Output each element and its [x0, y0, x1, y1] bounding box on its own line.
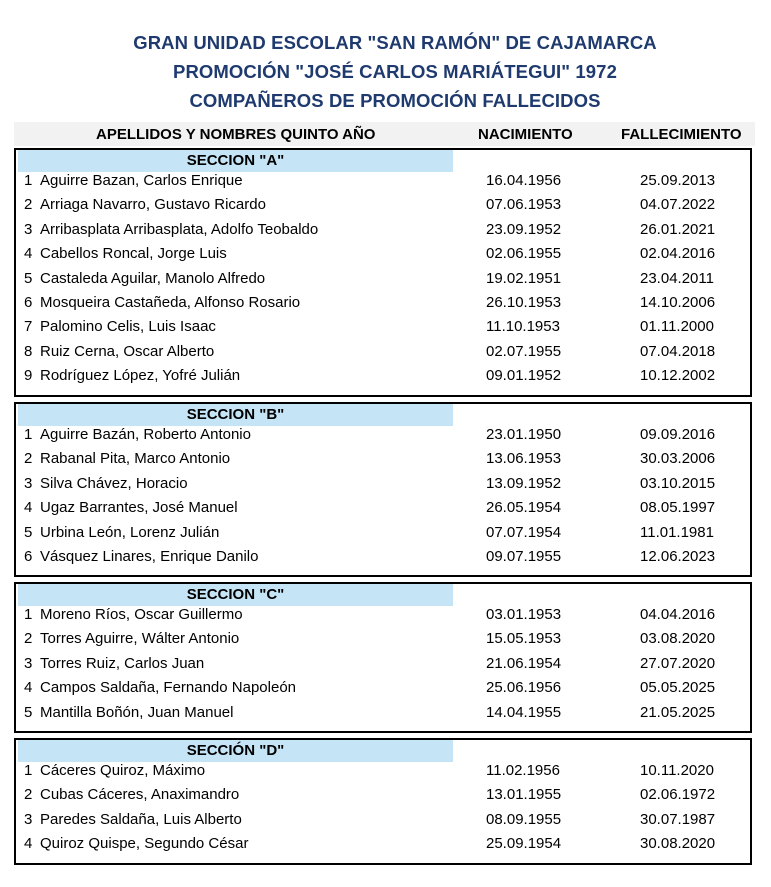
row-name: Aguirre Bazán, Roberto Antonio — [40, 426, 251, 443]
section-box — [14, 148, 752, 397]
row-number: 5 — [24, 704, 33, 721]
row-death-date: 10.12.2002 — [640, 367, 716, 384]
section-header: SECCIÓN "D" — [18, 740, 453, 762]
row-name: Cáceres Quiroz, Máximo — [40, 762, 206, 779]
row-death-date: 27.07.2020 — [640, 655, 716, 672]
row-number: 5 — [24, 524, 33, 541]
row-name: Rodríguez López, Yofré Julián — [40, 367, 241, 384]
row-death-date: 02.04.2016 — [640, 245, 716, 262]
row-name: Quiroz Quispe, Segundo César — [40, 835, 249, 852]
row-name: Vásquez Linares, Enrique Danilo — [40, 548, 259, 565]
table-row — [16, 652, 750, 676]
row-name: Ruiz Cerna, Oscar Alberto — [40, 343, 215, 360]
row-birth-date: 11.10.1953 — [486, 318, 560, 335]
row-birth-date: 03.01.1953 — [486, 606, 562, 623]
table-row — [16, 315, 750, 339]
table-row — [16, 169, 750, 193]
row-birth-date: 09.01.1952 — [486, 367, 562, 384]
row-death-date: 11.01.1981 — [640, 524, 714, 541]
row-number: 1 — [24, 426, 33, 443]
table-row — [16, 193, 750, 217]
row-number: 2 — [24, 786, 33, 803]
row-name: Urbina León, Lorenz Julián — [40, 524, 220, 541]
section-box — [14, 582, 752, 733]
row-name: Campos Saldaña, Fernando Napoleón — [40, 679, 297, 696]
row-number: 4 — [24, 499, 33, 516]
document-title-block — [0, 28, 771, 115]
row-birth-date: 02.06.1955 — [486, 245, 562, 262]
row-death-date: 01.11.2000 — [640, 318, 714, 335]
row-number: 7 — [24, 318, 33, 335]
table-row — [16, 808, 750, 832]
table-row — [16, 447, 750, 471]
row-birth-date: 21.06.1954 — [486, 655, 562, 672]
row-number: 1 — [24, 606, 33, 623]
row-number: 1 — [24, 762, 33, 779]
row-death-date: 09.09.2016 — [640, 426, 716, 443]
row-death-date: 23.04.2011 — [640, 270, 714, 287]
row-number: 2 — [24, 450, 33, 467]
header-born: NACIMIENTO — [478, 126, 573, 143]
row-death-date: 30.08.2020 — [640, 835, 716, 852]
row-name: Silva Chávez, Horacio — [40, 475, 188, 492]
row-number: 3 — [24, 221, 33, 238]
table-row — [16, 832, 750, 856]
row-number: 3 — [24, 475, 33, 492]
row-death-date: 04.07.2022 — [640, 196, 716, 213]
row-death-date: 30.03.2006 — [640, 450, 716, 467]
table-row — [16, 423, 750, 447]
row-death-date: 14.10.2006 — [640, 294, 716, 311]
row-birth-date: 16.04.1956 — [486, 172, 562, 189]
row-death-date: 10.11.2020 — [640, 762, 714, 779]
table-row — [16, 242, 750, 266]
header-name: APELLIDOS Y NOMBRES QUINTO AÑO — [96, 126, 376, 143]
row-number: 6 — [24, 548, 33, 565]
header-died: FALLECIMIENTO — [621, 126, 742, 143]
table-row — [16, 496, 750, 520]
row-name: Aguirre Bazan, Carlos Enrique — [40, 172, 243, 189]
row-name: Torres Ruiz, Carlos Juan — [40, 655, 205, 672]
row-number: 6 — [24, 294, 33, 311]
row-birth-date: 11.02.1956 — [486, 762, 560, 779]
section-header: SECCION "C" — [18, 584, 453, 606]
row-birth-date: 02.07.1955 — [486, 343, 562, 360]
row-death-date: 12.06.2023 — [640, 548, 716, 565]
row-death-date: 07.04.2018 — [640, 343, 716, 360]
deceased-title: COMPAÑEROS DE PROMOCIÓN FALLECIDOS — [189, 90, 601, 111]
row-birth-date: 19.02.1951 — [486, 270, 562, 287]
row-birth-date: 14.04.1955 — [486, 704, 562, 721]
row-name: Palomino Celis, Luis Isaac — [40, 318, 216, 335]
row-name: Arriaga Navarro, Gustavo Ricardo — [40, 196, 266, 213]
row-birth-date: 15.05.1953 — [486, 630, 562, 647]
row-name: Rabanal Pita, Marco Antonio — [40, 450, 231, 467]
row-name: Moreno Ríos, Oscar Guillermo — [40, 606, 243, 623]
row-number: 4 — [24, 679, 33, 696]
row-number: 5 — [24, 270, 33, 287]
row-birth-date: 07.07.1954 — [486, 524, 562, 541]
table-row — [16, 521, 750, 545]
row-death-date: 03.08.2020 — [640, 630, 716, 647]
table-row — [16, 701, 750, 725]
row-death-date: 05.05.2025 — [640, 679, 716, 696]
section-box — [14, 738, 752, 865]
row-number: 4 — [24, 245, 33, 262]
promotion-title: PROMOCIÓN "JOSÉ CARLOS MARIÁTEGUI" 1972 — [173, 61, 617, 82]
row-birth-date: 23.09.1952 — [486, 221, 562, 238]
row-death-date: 02.06.1972 — [640, 786, 716, 803]
row-birth-date: 07.06.1953 — [486, 196, 562, 213]
row-number: 2 — [24, 196, 33, 213]
school-title: GRAN UNIDAD ESCOLAR "SAN RAMÓN" DE CAJAMARCA — [133, 32, 657, 53]
table-row — [16, 676, 750, 700]
row-death-date: 08.05.1997 — [640, 499, 716, 516]
row-death-date: 03.10.2015 — [640, 475, 716, 492]
table-row — [16, 759, 750, 783]
row-birth-date: 13.06.1953 — [486, 450, 562, 467]
row-name: Cubas Cáceres, Anaximandro — [40, 786, 240, 803]
section-header: SECCION "A" — [18, 150, 453, 172]
row-name: Ugaz Barrantes, José Manuel — [40, 499, 238, 516]
row-name: Castaleda Aguilar, Manolo Alfredo — [40, 270, 266, 287]
table-row — [16, 627, 750, 651]
row-birth-date: 26.10.1953 — [486, 294, 562, 311]
table-row — [16, 340, 750, 364]
row-birth-date: 26.05.1954 — [486, 499, 562, 516]
row-number: 1 — [24, 172, 33, 189]
row-number: 4 — [24, 835, 33, 852]
row-birth-date: 08.09.1955 — [486, 811, 562, 828]
row-birth-date: 13.01.1955 — [486, 786, 562, 803]
row-number: 9 — [24, 367, 33, 384]
table-row — [16, 783, 750, 807]
row-name: Mantilla Boñón, Juan Manuel — [40, 704, 234, 721]
row-number: 2 — [24, 630, 33, 647]
row-number: 3 — [24, 655, 33, 672]
table-row — [16, 364, 750, 388]
row-number: 8 — [24, 343, 33, 360]
row-birth-date: 25.06.1956 — [486, 679, 562, 696]
row-name: Arribasplata Arribasplata, Adolfo Teobaldo — [40, 221, 319, 238]
table-row — [16, 472, 750, 496]
row-birth-date: 09.07.1955 — [486, 548, 562, 565]
row-birth-date: 23.01.1950 — [486, 426, 562, 443]
row-name: Mosqueira Castañeda, Alfonso Rosario — [40, 294, 301, 311]
row-death-date: 04.04.2016 — [640, 606, 716, 623]
table-row — [16, 603, 750, 627]
row-name: Torres Aguirre, Wálter Antonio — [40, 630, 240, 647]
row-name: Paredes Saldaña, Luis Alberto — [40, 811, 242, 828]
row-birth-date: 13.09.1952 — [486, 475, 562, 492]
column-header-row — [14, 122, 755, 146]
table-row — [16, 545, 750, 569]
row-death-date: 25.09.2013 — [640, 172, 716, 189]
row-name: Cabellos Roncal, Jorge Luis — [40, 245, 227, 262]
row-death-date: 30.07.1987 — [640, 811, 716, 828]
row-number: 3 — [24, 811, 33, 828]
table-row — [16, 267, 750, 291]
row-death-date: 21.05.2025 — [640, 704, 716, 721]
section-box — [14, 402, 752, 577]
table-row — [16, 291, 750, 315]
row-birth-date: 25.09.1954 — [486, 835, 562, 852]
table-row — [16, 218, 750, 242]
row-death-date: 26.01.2021 — [640, 221, 716, 238]
section-header: SECCION "B" — [18, 404, 453, 426]
